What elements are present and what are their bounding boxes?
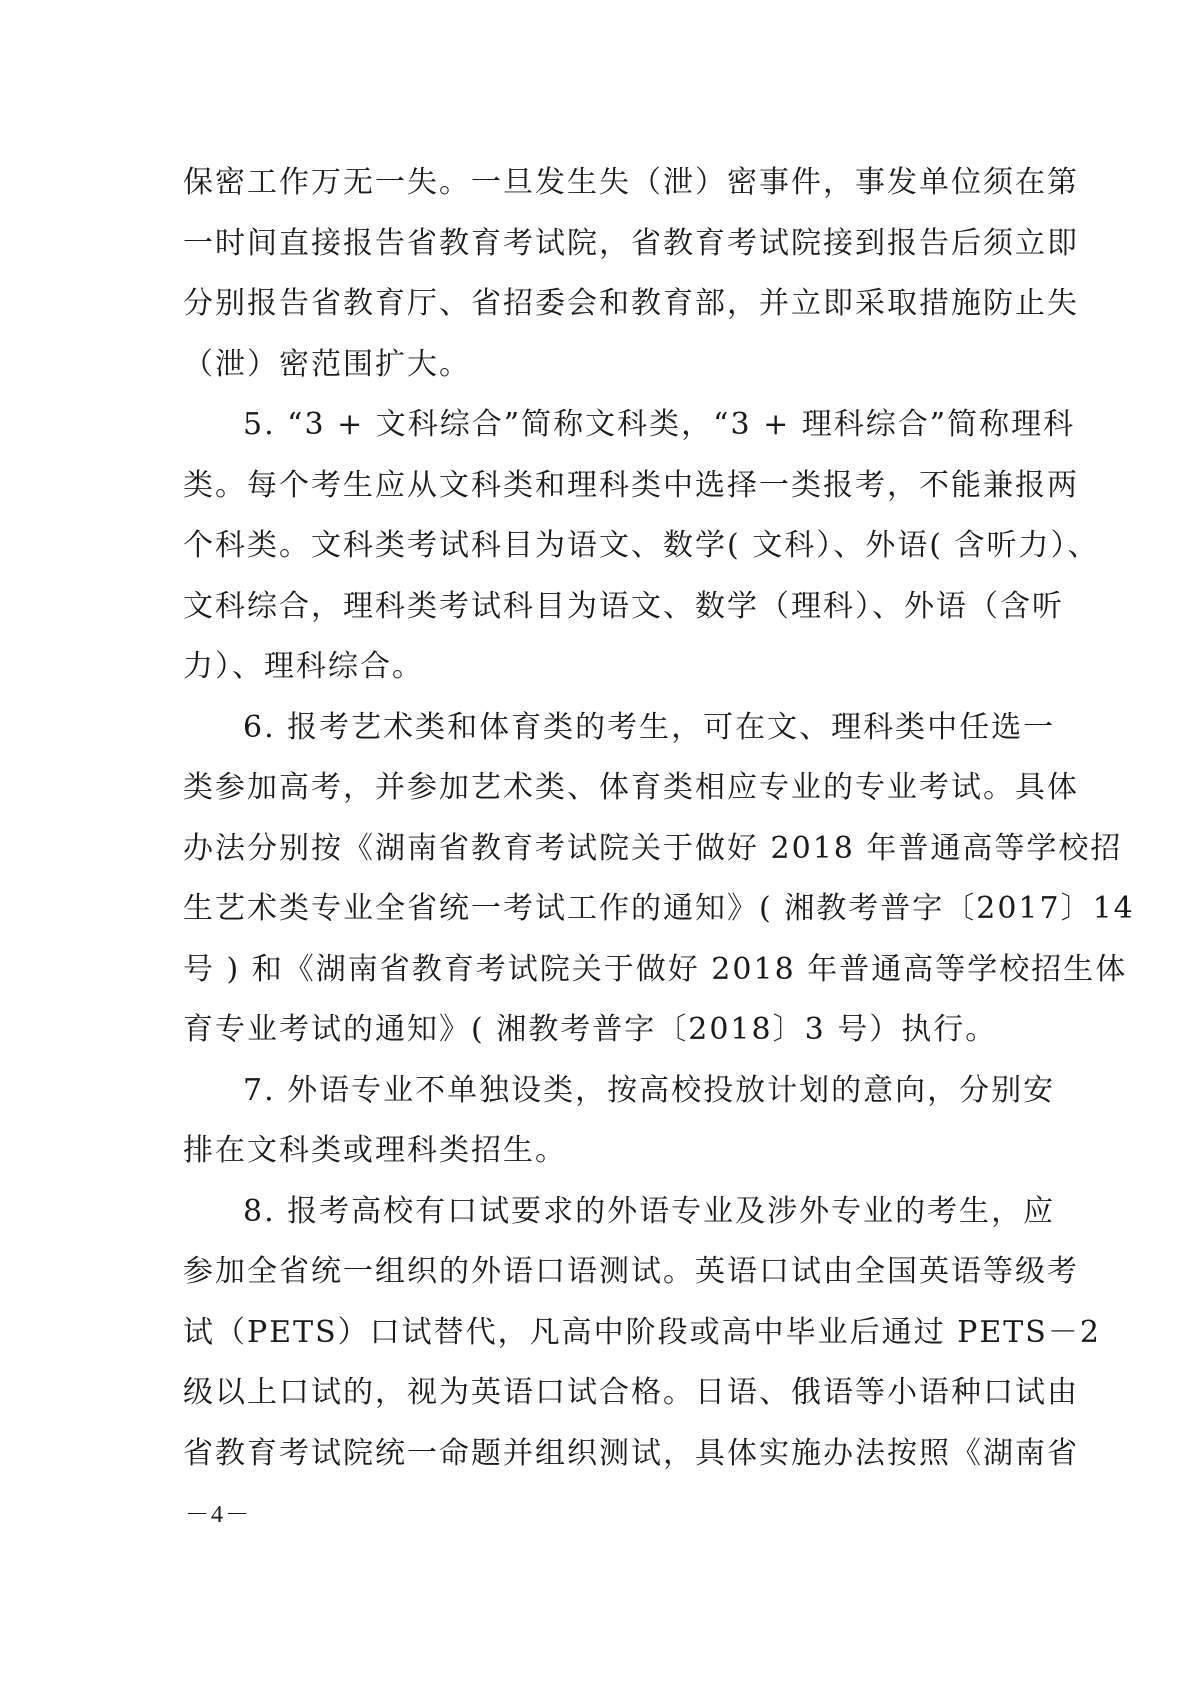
text-line: 一时间直接报告省教育考试院，省教育考试院接到报告后须立即 [183,225,1079,261]
text-line: 类。每个考生应从文科类和理科类中选择一类报考，不能兼报两 [183,467,1079,503]
text-line: 试（PETS）口试替代，凡高中阶段或高中毕业后通过 PETS－2 [183,1314,1101,1350]
text-line: 号 ) 和《湖南省教育考试院关于做好 2018 年普通高等学校招生体 [183,951,1128,987]
text-line: 参加全省统一组织的外语口语测试。英语口试由全国英语等级考 [183,1254,1079,1289]
text-line: 7. 外语专业不单独设类，按高校投放计划的意向，分别安 [243,1072,1056,1108]
paragraph-item-6 [183,698,1135,1061]
text-line: 办法分别按《湖南省教育考试院关于做好 2018 年普通高等学校招 [183,830,1123,866]
text-line: 6. 报考艺术类和体育类的考生，可在文、理科类中任选一 [243,709,1056,745]
text-line: 生艺术类专业全省统一考试工作的通知》( 湘教考普字〔2017〕14 [183,891,1135,926]
paragraph-item-5 [183,395,1100,698]
text-line: 级以上口试的，视为英语口试合格。日语、俄语等小语种口试由 [183,1375,1079,1410]
text-line: 保密工作万无一失。一旦发生失（泄）密事件，事发单位须在第 [183,165,1079,200]
text-line: 分别报告省教育厅、省招委会和教育部，并立即采取措施防止失 [183,286,1079,321]
paragraph-item-7 [183,1061,1056,1182]
text-line: 8. 报考高校有口试要求的外语专业及涉外专业的考生，应 [243,1193,1056,1229]
text-line: 省教育考试院统一命题并组织测试，具体实施办法按照《湖南省 [183,1435,1079,1471]
text-line: 类参加高考，并参加艺术类、体育类相应专业的专业考试。具体 [183,770,1079,805]
page-number: －4－ [185,1502,251,1528]
text-line: 力）、理科综合。 [183,649,424,684]
text-line: 育专业考试的通知》( 湘教考普字〔2018〕3 号）执行。 [183,1012,998,1047]
document-body [183,153,1135,1484]
paragraph-confidentiality [183,153,1079,395]
text-line: 排在文科类或理科类招生。 [183,1133,567,1168]
paragraph-item-8 [183,1182,1101,1485]
text-line: 5. “3 + 文科综合”简称文科类，“3 + 理科综合”简称理科 [243,407,1076,442]
text-line: （泄）密范围扩大。 [183,346,471,382]
text-line: 文科综合，理科类考试科目为语文、数学（理科）、外语（含听 [183,588,1064,624]
text-line: 个科类。文科类考试科目为语文、数学( 文科）、外语( 含听力）、 [183,528,1100,563]
